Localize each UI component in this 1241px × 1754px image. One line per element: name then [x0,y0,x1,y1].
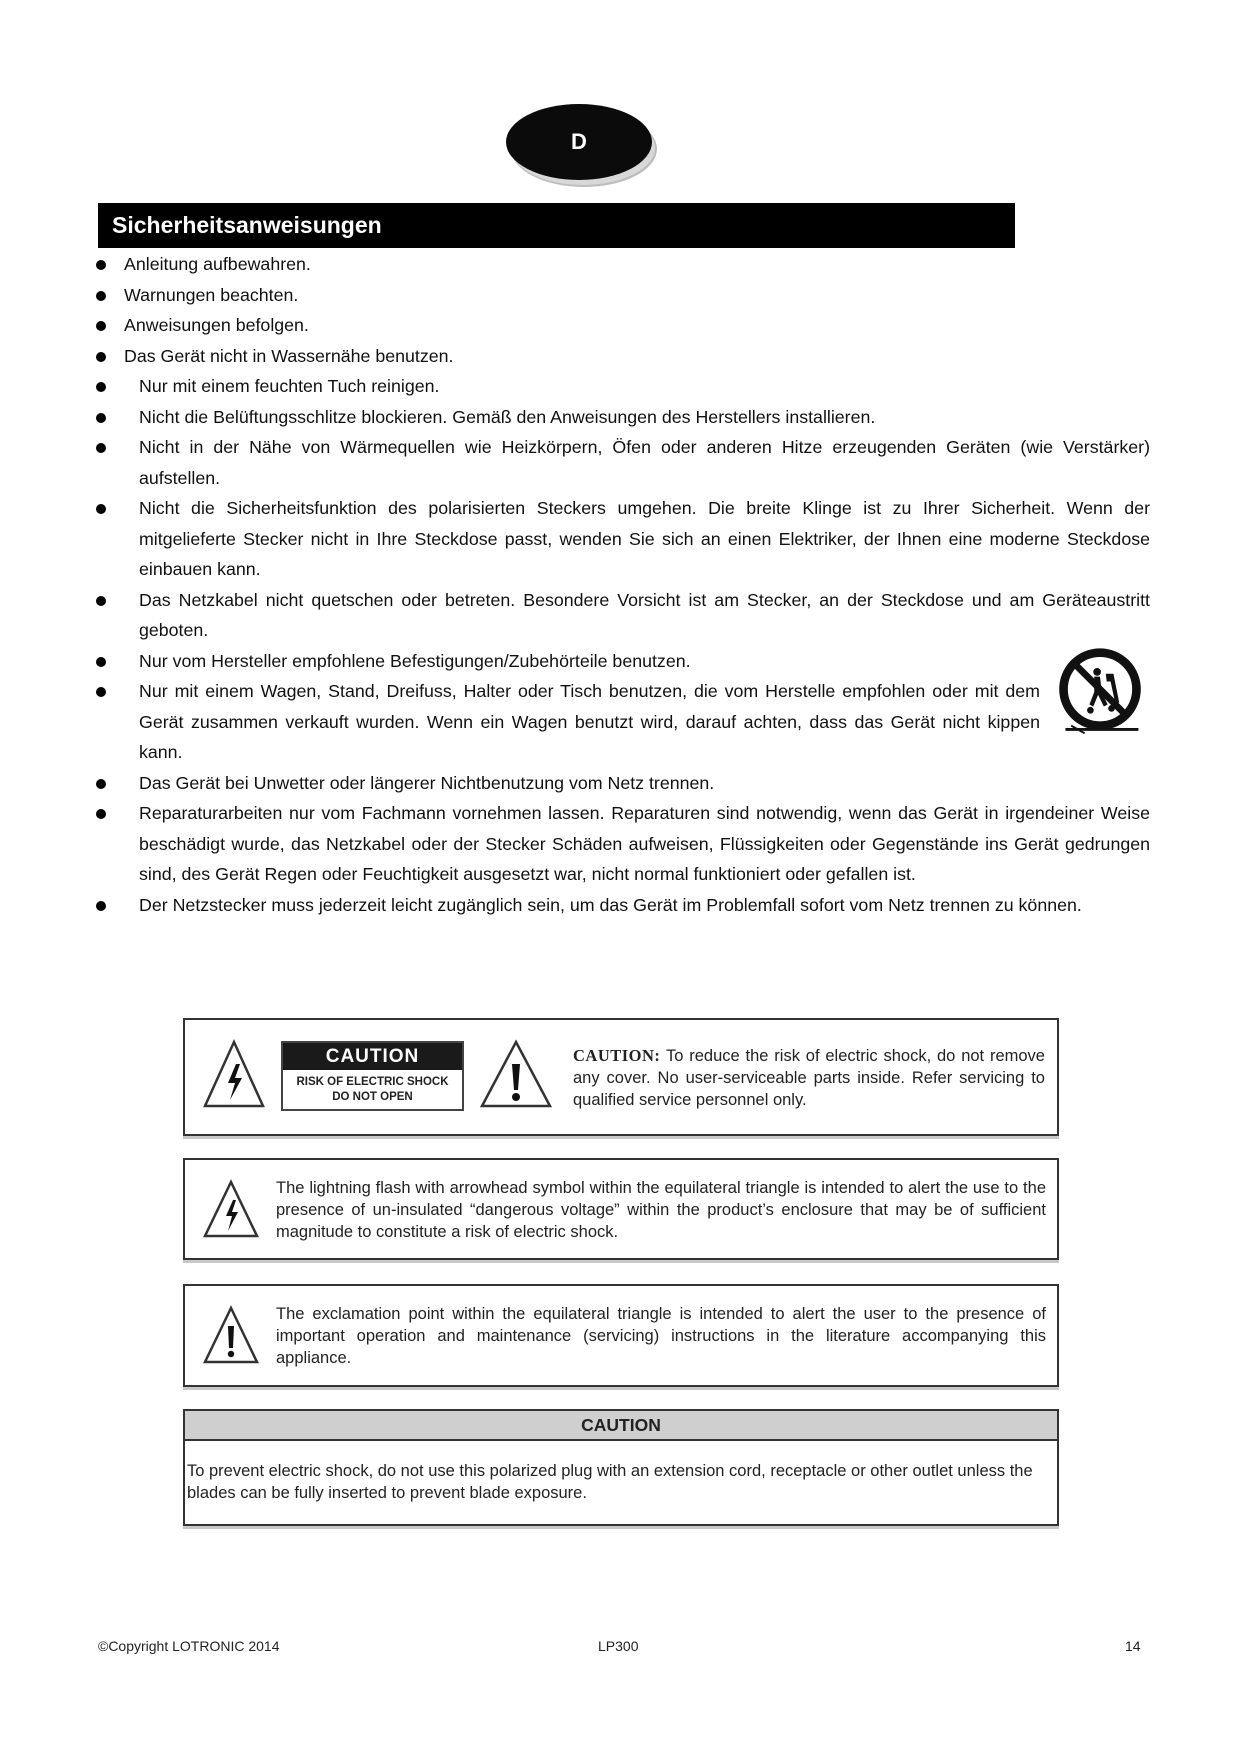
list-item: Nur vom Hersteller empfohlene Befestigungen/Zubehörteile benutzen. [92,646,1150,677]
bullet-icon [96,779,106,789]
caution-label-title: CAUTION [283,1043,462,1070]
list-item: Anweisungen befolgen. [92,310,1150,341]
exclamation-explanation-box [183,1284,1059,1387]
caution-label [281,1041,464,1111]
list-item: Reparaturarbeiten nur vom Fachmann vornehmen lassen. Reparaturen sind notwendig, wenn das Gerät in irgendeiner Weise beschädigt wurde, das Netzkabel oder der Stecker Schäden aufweisen, Flüssigkeiten oder Gegenstände ins Gerät gedrungen sind, des Gerät Regen oder Feuchtigkeit ausgesetzt war, nicht normal funktioniert oder gefallen ist. [92,798,1150,890]
bullet-icon [96,352,106,362]
list-item: Der Netzstecker muss jederzeit leicht zugänglich sein, um das Gerät im Problemfall sofort vom Netz trennen zu können. [92,890,1150,921]
list-item: Das Netzkabel nicht quetschen oder betreten. Besondere Vorsicht ist am Stecker, an der Steckdose und am Geräteaustritt geboten. [92,585,1150,646]
bullet-icon [96,260,106,270]
bullet-icon [96,901,106,911]
bullet-icon [96,413,106,423]
polarized-plug-caution-text: To prevent electric shock, do not use this polarized plug with an extension cord, receptacle or other outlet unless the blades can be fully inserted to prevent blade exposure. [187,1462,1033,1502]
bullet-icon [96,321,106,331]
language-badge-label: D [571,129,587,154]
exclamation-warning-icon [202,1304,260,1368]
lightning-warning-icon [202,1038,266,1112]
bullet-icon [96,687,106,697]
list-item: Das Gerät bei Unwetter oder längerer Nichtbenutzung vom Netz trennen. [92,768,1150,799]
section-heading [98,203,1015,248]
bullet-icon [96,443,106,453]
caution-box [183,1018,1059,1136]
exclamation-warning-icon [479,1038,553,1112]
list-item: Warnungen beachten. [92,280,1150,311]
polarized-plug-caution-title: CAUTION [185,1411,1057,1441]
list-item: Nicht in der Nähe von Wärmequellen wie Heizkörpern, Öfen oder anderen Hitze erzeugenden Geräten (wie Verstärker) aufstellen. [92,432,1150,493]
lightning-explanation-text: The lightning flash with arrowhead symbol within the equilateral triangle is intended to alert the use to the presence of un-insulated “dangerous voltage” within the product’s enclosure that may be of sufficient magnitude to constitute a risk of electric shock. [276,1179,1046,1241]
footer-page-number: 14 [1125,1638,1141,1654]
bullet-icon [96,382,106,392]
polarized-plug-caution-box [183,1409,1059,1526]
caution-label-text: RISK OF ELECTRIC SHOCK DO NOT OPEN [296,1076,449,1103]
safety-instructions-list [92,249,1150,920]
cart-tipover-warning-icon [1052,645,1148,741]
caution-box-text: CAUTION: To reduce the risk of electric shock, do not remove any cover. No user-serviceable parts inside. Refer servicing to qualified service personnel only. [573,1046,1045,1109]
bullet-icon [96,504,106,514]
bullet-icon [96,657,106,667]
exclamation-explanation-text: The exclamation point within the equilateral triangle is intended to alert the user to the presence of important operation and maintenance (servicing) instructions in the literature accompanying this appliance. [276,1305,1046,1367]
bullet-icon [96,596,106,606]
lightning-warning-icon [202,1178,260,1242]
list-item: Nur mit einem Wagen, Stand, Dreifuss, Halter oder Tisch benutzen, die vom Herstelle empfohlen oder mit dem Gerät zusammen verkauft wurden. Wenn ein Wagen benutzt wird, darauf achten, dass das Gerät nicht kippen kann. [92,676,1150,768]
bullet-icon [96,291,106,301]
section-title: Sicherheitsanweisungen [112,212,382,238]
list-item: Nicht die Belüftungsschlitze blockieren. Gemäß den Anweisungen des Herstellers installieren. [92,402,1150,433]
bullet-icon [96,809,106,819]
lightning-explanation-box [183,1158,1059,1260]
list-item: Das Gerät nicht in Wassernähe benutzen. [92,341,1150,372]
list-item: Nur mit einem feuchten Tuch reinigen. [92,371,1150,402]
list-item: Anleitung aufbewahren. [92,249,1150,280]
language-badge [506,104,652,180]
list-item: Nicht die Sicherheitsfunktion des polarisierten Steckers umgehen. Die breite Klinge ist zu Ihrer Sicherheit. Wenn der mitgelieferte Stecker nicht in Ihre Steckdose passt, wenden Sie sich an einen Elektriker, der Ihnen eine moderne Steckdose einbauen kann. [92,493,1150,585]
footer-model: LP300 [598,1638,639,1654]
footer-copyright: ©Copyright LOTRONIC 2014 [98,1638,280,1654]
